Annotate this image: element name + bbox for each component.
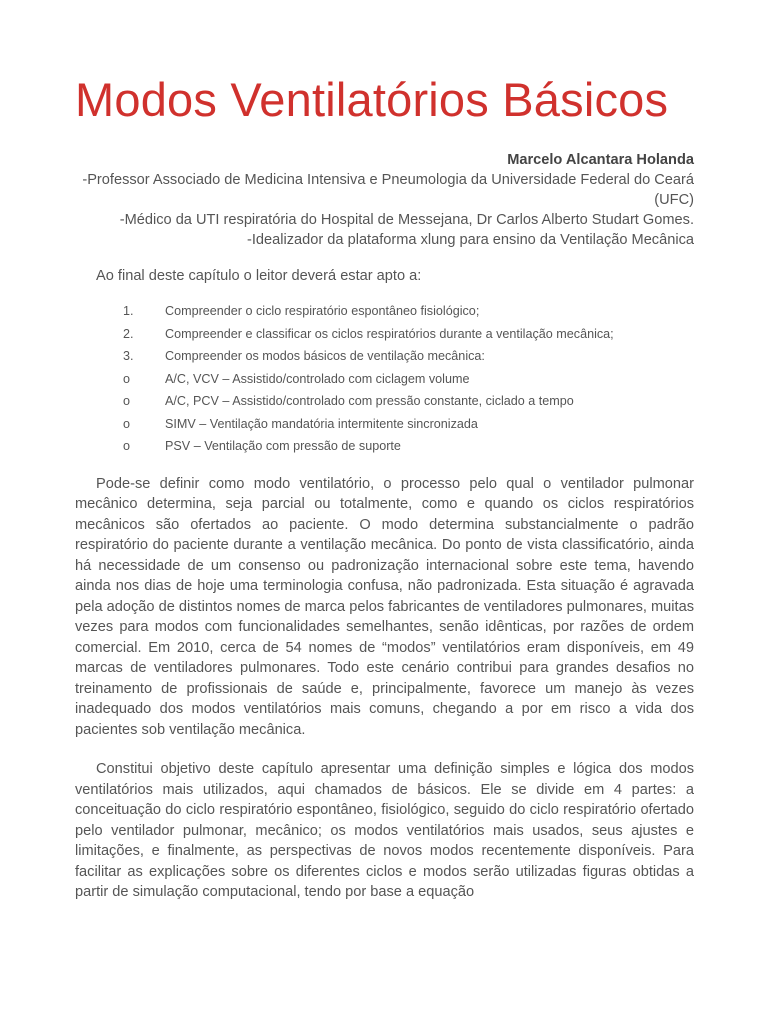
mode-item [75, 413, 694, 436]
objective-text: Compreender e classificar os ciclos respiratórios durante a ventilação mecânica; [165, 326, 614, 341]
document-page [75, 72, 694, 903]
author-affiliation: -Professor Associado de Medicina Intensiva e Pneumologia da Universidade Federal do Ceará (UFC) [82, 172, 694, 208]
objectives-intro: Ao final deste capítulo o leitor deverá estar apto a: [96, 268, 422, 284]
mode-item [75, 390, 694, 413]
bullet-marker: o [123, 416, 131, 431]
mode-text: SIMV – Ventilação mandatória intermitente sincronizada [165, 416, 478, 431]
objective-item [75, 300, 694, 323]
author-affiliation: -Idealizador da plataforma xlung para ensino da Ventilação Mecânica [246, 232, 694, 248]
bullet-marker: o [123, 439, 131, 453]
bullet-marker: o [123, 394, 131, 408]
bullet-marker: o [123, 371, 131, 386]
mode-text: A/C, PCV – Assistido/controlado com pressão constante, ciclado a tempo [165, 394, 574, 408]
list-marker: 1. [123, 304, 134, 318]
mode-text: PSV – Ventilação com pressão de suporte [165, 439, 401, 453]
list-marker: 3. [123, 349, 134, 363]
author-affiliation: -Médico da UTI respiratória do Hospital de Messejana, Dr Carlos Alberto Studart Gomes. [119, 212, 694, 228]
objective-text: Compreender os modos básicos de ventilação mecânica: [165, 349, 485, 363]
author-name: Marcelo Alcantara Holanda [507, 152, 694, 168]
objective-item [75, 345, 694, 368]
objective-item [75, 323, 694, 346]
mode-item [75, 435, 694, 458]
body-paragraph: Pode-se definir como modo ventilatório, o processo pelo qual o ventilador pulmonar mecânico determina, seja parcial ou totalmente, como e quando os ciclos respiratórios mecânicos são ofertados ao paciente. O modo determina substancialmente o padrão respiratório do paciente durante a ventilação mecânica. Do ponto de vista classificatório, ainda há necessidade de um consenso ou padronização internacional sobre este tema, havendo ainda nos dias de hoje uma terminologia confusa, não padronizada. Esta situação é agravada pela adoção de distintos nomes de marca pelos fabricantes de ventiladores pulmonares, muitas vezes para modos com funcionalidades semelhantes, senão idênticas, por razões de ordem comercial. Em 2010, cerca de 54 nomes de “modos” ventilatórios eram disponíveis, em 49 marcas de ventiladores pulmonares. Todo este cenário contribui para grandes desafios no treinamento de profissionais de saúde e, principalmente, favorece um manejo às vezes inadequado dos modos ventilatórios mais comuns, chegando a por em risco a vida dos pacientes sob ventilação mecânica. [75, 475, 694, 738]
list-marker: 2. [123, 326, 134, 341]
mode-item [75, 368, 694, 391]
document-title: Modos Ventilatórios Básicos [75, 73, 669, 126]
objective-text: Compreender o ciclo respiratório espontâneo fisiológico; [165, 304, 480, 318]
body-paragraph: Constitui objetivo deste capítulo apresentar uma definição simples e lógica dos modos ventilatórios mais utilizados, aqui chamados de básicos. Ele se divide em 4 partes: a conceituação do ciclo respiratório espontâneo, fisiológico, seguido do ciclo respiratório ofertado pelo ventilador pulmonar, mecânico; os modos ventilatórios mais usados, seus ajustes e limitações, e finalmente, as perspectivas de novos modos recentemente disponíveis. Para facilitar as explicações sobre os diferentes ciclos e modos serão utilizadas figuras obtidas a partir de simulação computacional, tendo por base a equação [75, 761, 694, 900]
objectives-list [75, 300, 694, 458]
mode-text: A/C, VCV – Assistido/controlado com ciclagem volume [165, 371, 470, 386]
author-block [75, 150, 694, 250]
